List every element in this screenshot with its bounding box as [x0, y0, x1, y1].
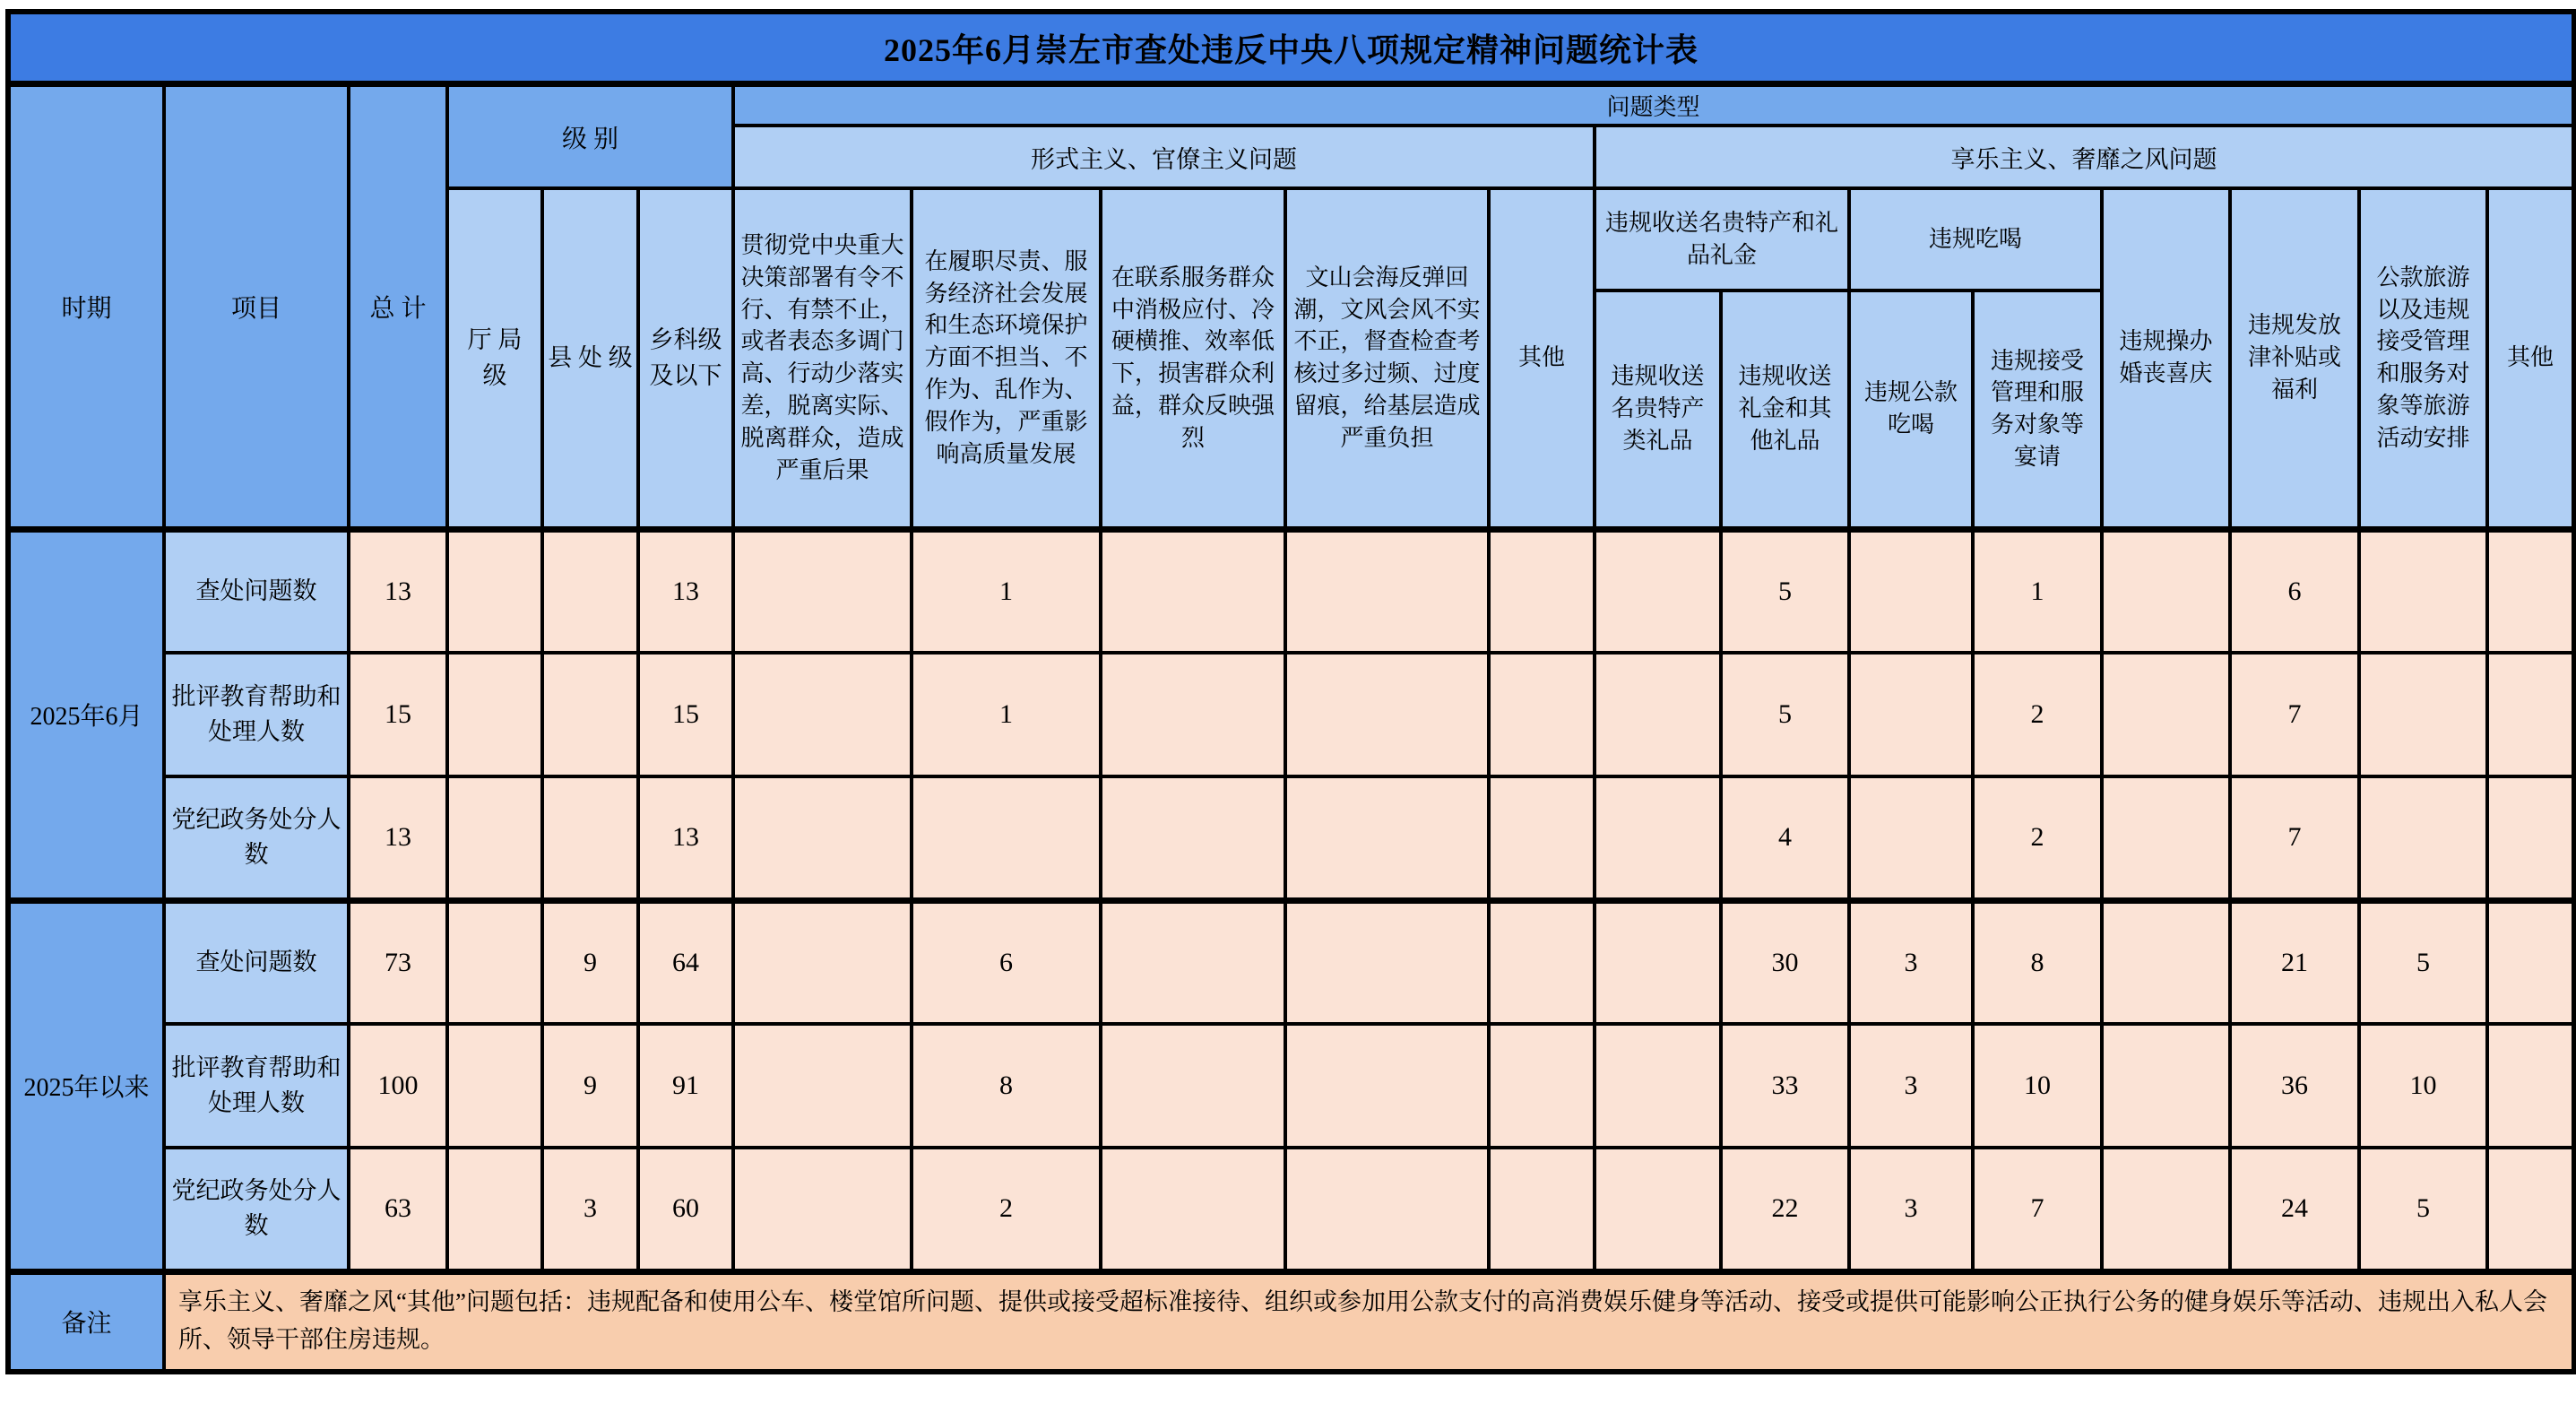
data-cell — [733, 1148, 912, 1271]
data-cell — [447, 900, 542, 1024]
data-cell — [2487, 1024, 2574, 1148]
data-cell: 2 — [1973, 776, 2102, 900]
data-cell — [1595, 529, 1721, 653]
header-gifts-group: 违规收送名贵特产和礼品礼金 — [1595, 188, 1849, 290]
data-cell — [1489, 1024, 1595, 1148]
data-cell — [2102, 653, 2230, 776]
data-cell — [2487, 1148, 2574, 1271]
data-cell: 3 — [542, 1148, 638, 1271]
data-cell — [1285, 900, 1489, 1024]
data-cell: 4 — [1721, 776, 1849, 900]
data-cell — [1101, 776, 1285, 900]
data-cell: 7 — [2230, 776, 2359, 900]
header-wedding-col: 违规操办婚丧喜庆 — [2102, 188, 2230, 529]
header-problem-type: 问题类型 — [733, 84, 2574, 126]
data-cell: 6 — [2230, 529, 2359, 653]
data-cell — [447, 653, 542, 776]
row-label: 批评教育帮助和处理人数 — [164, 653, 349, 776]
data-cell: 10 — [2359, 1024, 2487, 1148]
data-cell — [1285, 1024, 1489, 1148]
data-cell: 91 — [638, 1024, 733, 1148]
data-cell — [1849, 776, 1973, 900]
header-formalism-other: 其他 — [1489, 188, 1595, 529]
header-level-group: 级 别 — [447, 84, 733, 189]
remark-label: 备注 — [8, 1271, 164, 1372]
period-cell-ytd: 2025年以来 — [8, 900, 164, 1271]
data-cell: 8 — [912, 1024, 1101, 1148]
header-level-xiang: 乡科级及以下 — [638, 188, 733, 529]
data-cell — [2102, 1024, 2230, 1148]
data-cell: 13 — [349, 776, 447, 900]
row-label: 查处问题数 — [164, 900, 349, 1024]
header-period: 时期 — [8, 84, 164, 530]
data-cell — [542, 529, 638, 653]
header-level-xian: 县 处 级 — [542, 188, 638, 529]
data-cell — [1285, 653, 1489, 776]
data-cell: 13 — [349, 529, 447, 653]
table-title: 2025年6月崇左市查处违反中央八项规定精神问题统计表 — [8, 12, 2574, 84]
data-cell: 36 — [2230, 1024, 2359, 1148]
data-cell — [1595, 900, 1721, 1024]
data-cell: 3 — [1849, 900, 1973, 1024]
data-cell: 73 — [349, 900, 447, 1024]
data-cell — [1489, 653, 1595, 776]
data-cell: 3 — [1849, 1024, 1973, 1148]
data-cell: 22 — [1721, 1148, 1849, 1271]
header-hedonism-group: 享乐主义、奢靡之风问题 — [1595, 126, 2574, 188]
header-formalism-col-3: 在联系服务群众中消极应付、冷硬横推、效率低下，损害群众利益，群众反映强烈 — [1101, 188, 1285, 529]
data-cell: 60 — [638, 1148, 733, 1271]
data-cell — [1101, 653, 1285, 776]
data-cell — [2487, 529, 2574, 653]
header-dining-col-2: 违规接受管理和服务对象等宴请 — [1973, 290, 2102, 529]
data-cell — [1489, 529, 1595, 653]
data-cell — [447, 1148, 542, 1271]
data-cell: 15 — [349, 653, 447, 776]
data-cell — [1285, 1148, 1489, 1271]
data-cell — [2102, 776, 2230, 900]
header-gifts-col-1: 违规收送名贵特产类礼品 — [1595, 290, 1721, 529]
data-cell — [447, 776, 542, 900]
header-formalism-group: 形式主义、官僚主义问题 — [733, 126, 1595, 188]
data-cell: 63 — [349, 1148, 447, 1271]
data-cell: 21 — [2230, 900, 2359, 1024]
data-cell — [2359, 529, 2487, 653]
row-label: 党纪政务处分人数 — [164, 1148, 349, 1271]
header-gifts-col-2: 违规收送礼金和其他礼品 — [1721, 290, 1849, 529]
data-cell: 15 — [638, 653, 733, 776]
data-cell — [2359, 653, 2487, 776]
data-cell: 5 — [1721, 653, 1849, 776]
row-label: 党纪政务处分人数 — [164, 776, 349, 900]
data-cell — [2487, 900, 2574, 1024]
data-cell: 5 — [2359, 1148, 2487, 1271]
data-cell: 1 — [1973, 529, 2102, 653]
data-cell: 9 — [542, 900, 638, 1024]
data-cell: 1 — [912, 529, 1101, 653]
data-cell — [1101, 1148, 1285, 1271]
data-cell — [1101, 529, 1285, 653]
row-label: 批评教育帮助和处理人数 — [164, 1024, 349, 1148]
data-cell: 64 — [638, 900, 733, 1024]
data-cell: 24 — [2230, 1148, 2359, 1271]
data-cell — [1849, 529, 1973, 653]
row-label: 查处问题数 — [164, 529, 349, 653]
data-cell — [447, 1024, 542, 1148]
header-level-ting: 厅 局 级 — [447, 188, 542, 529]
data-cell — [733, 653, 912, 776]
data-cell: 2 — [1973, 653, 2102, 776]
data-cell — [1849, 653, 1973, 776]
data-cell — [733, 529, 912, 653]
data-cell — [1489, 1148, 1595, 1271]
data-cell — [733, 776, 912, 900]
header-formalism-col-1: 贯彻党中央重大决策部署有令不行、有禁不止，或者表态多调门高、行动少落实差，脱离实际、脱离群众，造成严重后果 — [733, 188, 912, 529]
header-dining-group: 违规吃喝 — [1849, 188, 2102, 290]
period-cell-june: 2025年6月 — [8, 529, 164, 900]
header-total: 总 计 — [349, 84, 447, 530]
header-dining-col-1: 违规公款吃喝 — [1849, 290, 1973, 529]
data-cell: 3 — [1849, 1148, 1973, 1271]
data-cell: 7 — [2230, 653, 2359, 776]
data-cell — [2102, 529, 2230, 653]
data-cell — [1595, 1024, 1721, 1148]
data-cell — [447, 529, 542, 653]
header-formalism-col-2: 在履职尽责、服务经济社会发展和生态环境保护方面不担当、不作为、乱作为、假作为，严重影响高质量发展 — [912, 188, 1101, 529]
statistics-table — [5, 9, 2576, 1374]
data-cell: 1 — [912, 653, 1101, 776]
data-cell: 9 — [542, 1024, 638, 1148]
data-cell — [1595, 653, 1721, 776]
data-cell — [1595, 1148, 1721, 1271]
data-cell: 7 — [1973, 1148, 2102, 1271]
data-cell — [1285, 776, 1489, 900]
data-cell: 10 — [1973, 1024, 2102, 1148]
data-cell: 5 — [1721, 529, 1849, 653]
data-cell — [2102, 1148, 2230, 1271]
header-formalism-col-4: 文山会海反弹回潮，文风会风不实不正，督查检查考核过多过频、过度留痕，给基层造成严重负担 — [1285, 188, 1489, 529]
remark-text: 享乐主义、奢靡之风“其他”问题包括：违规配备和使用公车、楼堂馆所问题、提供或接受超标准接待、组织或参加用公款支付的高消费娱乐健身等活动、接受或提供可能影响公正执行公务的健身娱乐等活动、违规出入私人会所、领导干部住房违规。 — [164, 1271, 2574, 1372]
data-cell — [912, 776, 1101, 900]
header-hedonism-other: 其他 — [2487, 188, 2574, 529]
header-travel-col: 公款旅游以及违规接受管理和服务对象等旅游活动安排 — [2359, 188, 2487, 529]
data-cell: 30 — [1721, 900, 1849, 1024]
data-cell: 8 — [1973, 900, 2102, 1024]
data-cell — [542, 653, 638, 776]
data-cell — [2102, 900, 2230, 1024]
data-cell: 100 — [349, 1024, 447, 1148]
header-item: 项目 — [164, 84, 349, 530]
data-cell: 33 — [1721, 1024, 1849, 1148]
data-cell — [1489, 776, 1595, 900]
data-cell — [1595, 776, 1721, 900]
data-cell — [2487, 776, 2574, 900]
data-cell: 13 — [638, 529, 733, 653]
data-cell — [733, 900, 912, 1024]
data-cell: 6 — [912, 900, 1101, 1024]
data-cell — [542, 776, 638, 900]
data-cell: 2 — [912, 1148, 1101, 1271]
data-cell — [1101, 1024, 1285, 1148]
data-cell — [2487, 653, 2574, 776]
data-cell — [1489, 900, 1595, 1024]
data-cell — [1101, 900, 1285, 1024]
data-cell — [1285, 529, 1489, 653]
header-allowance-col: 违规发放津补贴或福利 — [2230, 188, 2359, 529]
data-cell: 13 — [638, 776, 733, 900]
data-cell: 5 — [2359, 900, 2487, 1024]
data-cell — [2359, 776, 2487, 900]
data-cell — [733, 1024, 912, 1148]
statistics-table-container — [5, 9, 2571, 1374]
